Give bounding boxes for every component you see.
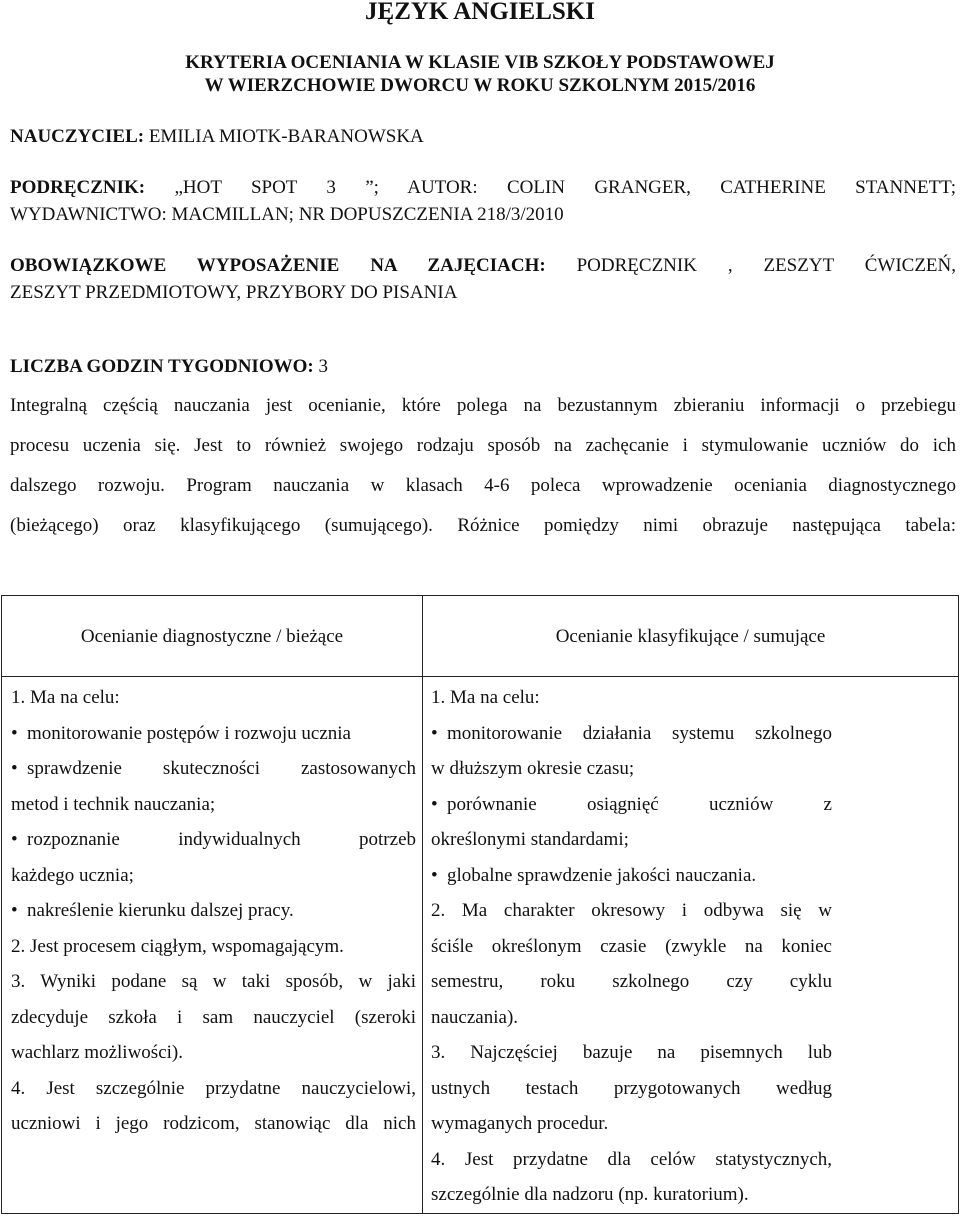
list-item: uczniowi i jego rodzicom, stanowiąc dla nich	[11, 1113, 416, 1134]
list-item: każdego ucznia;	[11, 864, 134, 886]
header-diagnostic: Ocenianie diagnostyczne / bieżące	[2, 596, 423, 677]
diagnostic-cell	[2, 677, 423, 1214]
equipment-line2: ZESZYT PRZEDMIOTOWY, PRZYBORY DO PISANIA	[10, 282, 458, 303]
paragraph-line: dalszego rozwoju. Program nauczania w klasach 4-6 poleca wprowadzenie oceniania diagnostycznego	[10, 475, 956, 496]
equipment-line1	[10, 255, 956, 277]
comparison-table	[1, 595, 959, 1214]
list-item: metod i technik nauczania;	[11, 793, 216, 815]
list-item: 4. Jest przydatne dla celów statystycznych,	[431, 1148, 832, 1170]
teacher-label: NAUCZYCIEL:	[10, 126, 145, 147]
list-item: 4. Jest szczególnie przydatne nauczycielowi,	[11, 1077, 416, 1099]
list-item: w dłuższym okresie czasu;	[431, 758, 635, 779]
list-item: 2. Ma charakter okresowy i odbywa się w	[431, 900, 832, 921]
header-summative: Ocenianie klasyfikujące / sumujące	[423, 596, 959, 677]
list-item: • porównanie osiągnięć uczniów z	[431, 787, 832, 823]
hours-value: 3	[318, 356, 328, 377]
list-item: 1. Ma na celu:	[11, 687, 120, 708]
document-title: JĘZYK ANGIELSKI	[365, 0, 595, 25]
list-item: • monitorowanie postępów i rozwoju ucznia	[11, 716, 416, 752]
list-item: 2. Jest procesem ciągłym, wspomagającym.	[11, 935, 344, 957]
table-header-row	[2, 596, 959, 677]
book-line1	[10, 177, 956, 199]
paragraph-line: procesu uczenia się. Jest to również swojego rodzaju sposób na zachęcanie i stymulowanie uczniów do ich	[10, 435, 956, 456]
equipment-label: OBOWIĄZKOWE WYPOSAŻENIE NA ZAJĘCIACH:	[10, 255, 546, 276]
paragraph-line: Integralną częścią nauczania jest ocenianie, które polega na bezustannym zbieraniu informacji o przebiegu	[10, 395, 956, 416]
list-item: 1. Ma na celu:	[431, 687, 540, 708]
list-item: 3. Wyniki podane są w taki sposób, w jaki	[11, 971, 416, 992]
criteria-heading-line2: W WIERZCHOWIE DWORCU W ROKU SZKOLNYM 2015/2016	[204, 75, 756, 96]
list-item: • rozpoznanie indywidualnych potrzeb	[11, 822, 416, 858]
book-label: PODRĘCZNIK:	[10, 177, 146, 198]
list-item: nauczania).	[431, 1006, 519, 1028]
list-item: • nakreślenie kierunku dalszej pracy.	[11, 893, 416, 929]
list-item: zdecyduje szkoła i sam nauczyciel (szeroki	[11, 1006, 416, 1028]
summative-cell	[423, 677, 959, 1214]
intro-paragraph	[10, 386, 956, 546]
teacher-line	[10, 126, 424, 148]
book-line2: WYDAWNICTWO: MACMILLAN; NR DOPUSZCZENIA 218/3/2010	[10, 204, 564, 225]
table-body-row	[2, 677, 959, 1214]
teacher-value: EMILIA MIOTK-BARANOWSKA	[148, 126, 424, 147]
list-item: • monitorowanie działania systemu szkolnego	[431, 716, 832, 752]
list-item: semestru, roku szkolnego czy cyklu	[431, 971, 832, 992]
hours-line	[10, 356, 328, 378]
book-value: „HOT SPOT 3 ”; AUTOR: COLIN GRANGER, CATHERINE STANNETT;	[174, 177, 957, 198]
paragraph-line: (bieżącego) oraz klasyfikującego (sumującego). Różnice pomiędzy nimi obrazuje następująca tabela:	[10, 515, 956, 536]
list-item: 3. Najczęściej bazuje na pisemnych lub	[431, 1042, 832, 1063]
list-item: szczególnie dla nadzoru (np. kuratorium).	[431, 1184, 749, 1205]
hours-label: LICZBA GODZIN TYGODNIOWO:	[10, 356, 314, 377]
list-item: określonymi standardami;	[431, 829, 629, 850]
criteria-heading-line1: KRYTERIA OCENIANIA W KLASIE VIB SZKOŁY PODSTAWOWEJ	[185, 52, 775, 73]
list-item: • sprawdzenie skuteczności zastosowanych	[11, 751, 416, 787]
list-item: ustnych testach przygotowanych według	[431, 1077, 832, 1099]
list-item: • globalne sprawdzenie jakości nauczania.	[431, 858, 832, 894]
list-item: wymaganych procedur.	[431, 1113, 609, 1134]
equipment-value: PODRĘCZNIK , ZESZYT ĆWICZEŃ,	[576, 255, 957, 276]
list-item: ściśle określonym czasie (zwykle na koniec	[431, 935, 832, 957]
list-item: wachlarz możliwości).	[11, 1042, 183, 1063]
